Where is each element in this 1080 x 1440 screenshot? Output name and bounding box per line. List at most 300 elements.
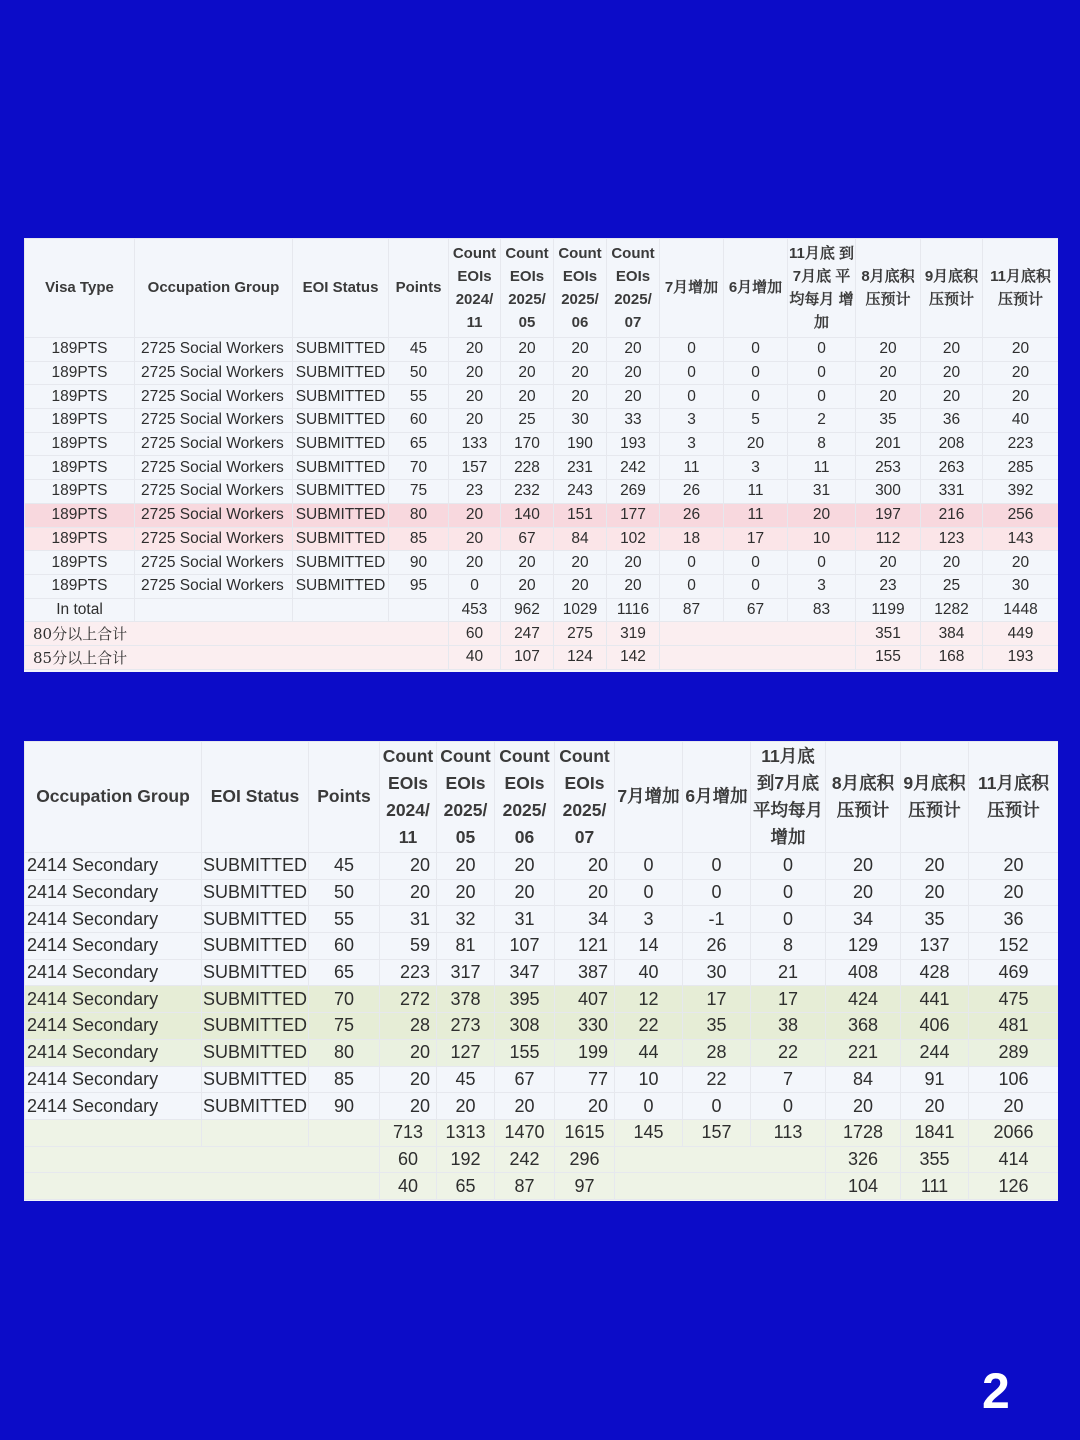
table-cell: 3 <box>724 456 788 480</box>
table-cell: 80 <box>389 503 449 527</box>
table-cell: SUBMITTED <box>202 853 309 880</box>
table-cell: 36 <box>921 409 983 433</box>
table-cell: 0 <box>724 551 788 575</box>
table-cell: 2725 Social Workers <box>135 432 293 456</box>
table-cell: 273 <box>437 1013 495 1040</box>
table-cell: 0 <box>683 879 751 906</box>
table-cell: 80 <box>309 1039 380 1066</box>
table-cell: 189PTS <box>25 480 135 504</box>
sum80-row <box>25 622 1059 646</box>
table-cell: 151 <box>554 503 607 527</box>
social-workers-table-panel <box>24 238 1058 672</box>
table-cell: 406 <box>901 1013 969 1040</box>
table-cell: 253 <box>856 456 921 480</box>
table-cell: SUBMITTED <box>202 959 309 986</box>
header-points: Points <box>389 239 449 338</box>
table-cell: 189PTS <box>25 551 135 575</box>
table-cell: 20 <box>555 1093 615 1120</box>
table-cell: 20 <box>449 551 501 575</box>
table-cell: 142 <box>607 645 660 669</box>
table-cell: 10 <box>788 527 856 551</box>
table-cell: 2414 Secondary <box>25 1013 202 1040</box>
table-cell: 256 <box>983 503 1059 527</box>
table-cell: 20 <box>554 361 607 385</box>
table-cell: 2 <box>788 409 856 433</box>
secondary-eoi-table <box>24 741 1058 1200</box>
table-cell: 0 <box>788 338 856 362</box>
table-cell: 17 <box>724 527 788 551</box>
table-cell: 20 <box>437 853 495 880</box>
table-cell: 20 <box>495 853 555 880</box>
table-header-row <box>25 742 1059 853</box>
table-cell: 155 <box>856 645 921 669</box>
table-cell: 285 <box>983 456 1059 480</box>
table-cell: 133 <box>449 432 501 456</box>
table-cell: SUBMITTED <box>293 338 389 362</box>
table-cell: 392 <box>983 480 1059 504</box>
table-cell: 20 <box>501 385 554 409</box>
table-cell: 20 <box>437 879 495 906</box>
table-cell: 2414 Secondary <box>25 1039 202 1066</box>
table-cell: 2725 Social Workers <box>135 456 293 480</box>
table-cell: 20 <box>449 503 501 527</box>
table-row <box>25 933 1059 960</box>
table-cell: 275 <box>554 622 607 646</box>
table-cell: 20 <box>856 361 921 385</box>
header-nov-backlog: 11月底积 压预计 <box>983 239 1059 338</box>
table-cell: 20 <box>983 551 1059 575</box>
table-cell: 20 <box>501 574 554 598</box>
table-cell: 20 <box>554 551 607 575</box>
table-cell: 1841 <box>901 1119 969 1146</box>
table-cell: 216 <box>921 503 983 527</box>
header-count-2025-05: Count EOIs 2025/ 05 <box>501 239 554 338</box>
table-cell: 3 <box>660 409 724 433</box>
table-cell: 55 <box>309 906 380 933</box>
table-cell: 40 <box>615 959 683 986</box>
header-count-2025-07: Count EOIs 2025/ 07 <box>555 742 615 853</box>
table-cell: 0 <box>724 338 788 362</box>
table-cell: 2725 Social Workers <box>135 574 293 598</box>
table-cell: 189PTS <box>25 432 135 456</box>
table-cell: SUBMITTED <box>202 933 309 960</box>
empty-cell <box>615 1146 826 1173</box>
table-cell: 20 <box>921 361 983 385</box>
table-cell: 59 <box>380 933 437 960</box>
table-cell: 414 <box>969 1146 1059 1173</box>
table-cell: SUBMITTED <box>202 879 309 906</box>
table-cell: 424 <box>826 986 901 1013</box>
table-cell: 296 <box>555 1146 615 1173</box>
table-row <box>25 551 1059 575</box>
table-cell: 2725 Social Workers <box>135 361 293 385</box>
table-cell: 289 <box>969 1039 1059 1066</box>
table-row <box>25 527 1059 551</box>
table-cell: 428 <box>901 959 969 986</box>
sum85-row <box>25 645 1059 669</box>
header-june-increase: 6月增加 <box>683 742 751 853</box>
table-cell: 475 <box>969 986 1059 1013</box>
table-cell: 0 <box>788 551 856 575</box>
table-cell: 20 <box>607 385 660 409</box>
table-cell: 20 <box>724 432 788 456</box>
table-row <box>25 1066 1059 1093</box>
table-cell: 20 <box>826 853 901 880</box>
table-cell: 269 <box>607 480 660 504</box>
table-cell: 1313 <box>437 1119 495 1146</box>
table-cell: 0 <box>724 361 788 385</box>
table-cell: 0 <box>683 853 751 880</box>
table-cell: 2725 Social Workers <box>135 503 293 527</box>
table-row <box>25 1013 1059 1040</box>
table-cell: 189PTS <box>25 456 135 480</box>
table-cell: 1029 <box>554 598 607 622</box>
table-cell: 20 <box>901 879 969 906</box>
table-cell: 113 <box>751 1119 826 1146</box>
table-cell: 35 <box>856 409 921 433</box>
table-cell: 20 <box>554 574 607 598</box>
table-cell: 189PTS <box>25 503 135 527</box>
table-cell: SUBMITTED <box>202 1013 309 1040</box>
header-aug-backlog: 8月底积 压预计 <box>826 742 901 853</box>
table-cell: 112 <box>856 527 921 551</box>
table-cell: 20 <box>983 338 1059 362</box>
table-cell: 2725 Social Workers <box>135 527 293 551</box>
table-cell: 107 <box>495 933 555 960</box>
table-cell: 50 <box>309 879 380 906</box>
table-cell: SUBMITTED <box>202 1093 309 1120</box>
header-visa-type: Visa Type <box>25 239 135 338</box>
summary-label: 80分以上合计 <box>25 622 449 646</box>
table-cell: 36 <box>969 906 1059 933</box>
table-cell: 157 <box>449 456 501 480</box>
table-cell: 20 <box>788 503 856 527</box>
table-cell: 368 <box>826 1013 901 1040</box>
table-cell: 20 <box>856 551 921 575</box>
table-cell: 77 <box>555 1066 615 1093</box>
table-cell: 20 <box>921 551 983 575</box>
table-cell: 441 <box>901 986 969 1013</box>
table-cell: 189PTS <box>25 574 135 598</box>
table-cell: 60 <box>449 622 501 646</box>
table-cell: 20 <box>826 1093 901 1120</box>
table-cell: 20 <box>901 1093 969 1120</box>
table-cell: 20 <box>983 385 1059 409</box>
table-cell: 34 <box>826 906 901 933</box>
table-row <box>25 879 1059 906</box>
table-cell: 221 <box>826 1039 901 1066</box>
table-cell: 34 <box>555 906 615 933</box>
table-cell: SUBMITTED <box>202 1039 309 1066</box>
table-cell <box>309 1119 380 1146</box>
table-cell: SUBMITTED <box>293 574 389 598</box>
table-cell: 91 <box>901 1066 969 1093</box>
table-cell: 272 <box>380 986 437 1013</box>
table-cell: 157 <box>683 1119 751 1146</box>
table-cell: 20 <box>607 361 660 385</box>
table-cell: SUBMITTED <box>293 456 389 480</box>
table-cell: 22 <box>751 1039 826 1066</box>
table-cell: 21 <box>751 959 826 986</box>
table-cell: 123 <box>921 527 983 551</box>
header-sep-backlog: 9月底积 压预计 <box>901 742 969 853</box>
table-cell: 81 <box>437 933 495 960</box>
table-cell: 8 <box>751 933 826 960</box>
secondary-teachers-table-panel <box>24 741 1058 1201</box>
table-cell: 102 <box>607 527 660 551</box>
table-cell: 2414 Secondary <box>25 879 202 906</box>
table-cell: 242 <box>495 1146 555 1173</box>
table-cell: 308 <box>495 1013 555 1040</box>
header-count-2025-05: Count EOIs 2025/ 05 <box>437 742 495 853</box>
table-cell: 11 <box>788 456 856 480</box>
table-cell: 107 <box>501 645 554 669</box>
table-cell: 2725 Social Workers <box>135 338 293 362</box>
table-cell: 11 <box>724 480 788 504</box>
table-cell: 199 <box>555 1039 615 1066</box>
table-cell: 20 <box>921 385 983 409</box>
empty-cell <box>25 1173 380 1200</box>
table-cell: 0 <box>660 551 724 575</box>
table-cell: SUBMITTED <box>293 480 389 504</box>
table-cell: 201 <box>856 432 921 456</box>
table-cell: 0 <box>660 385 724 409</box>
table-cell: 30 <box>983 574 1059 598</box>
table-cell: 331 <box>921 480 983 504</box>
table-cell: 75 <box>309 1013 380 1040</box>
table-cell: 2725 Social Workers <box>135 480 293 504</box>
table-cell: 231 <box>554 456 607 480</box>
table-cell: 104 <box>826 1173 901 1200</box>
table-cell: 1728 <box>826 1119 901 1146</box>
header-count-2025-06: Count EOIs 2025/ 06 <box>495 742 555 853</box>
table-cell: 111 <box>901 1173 969 1200</box>
table-cell: 67 <box>495 1066 555 1093</box>
table-cell: 75 <box>389 480 449 504</box>
page-number: 2 <box>982 1363 1010 1419</box>
table-cell: 45 <box>437 1066 495 1093</box>
table-cell: 35 <box>683 1013 751 1040</box>
empty-cell <box>25 1146 380 1173</box>
table-cell: 20 <box>969 879 1059 906</box>
table-cell: 20 <box>555 879 615 906</box>
table-cell: 453 <box>449 598 501 622</box>
table-cell: 45 <box>309 853 380 880</box>
table-cell: 152 <box>969 933 1059 960</box>
table-cell: 20 <box>554 338 607 362</box>
table-cell: 244 <box>901 1039 969 1066</box>
table-cell: 121 <box>555 933 615 960</box>
table-cell: 1615 <box>555 1119 615 1146</box>
table-cell: 20 <box>607 338 660 362</box>
table-cell: 2414 Secondary <box>25 1093 202 1120</box>
table-cell: 155 <box>495 1039 555 1066</box>
table-cell: 378 <box>437 986 495 1013</box>
header-count-2024-11: Count EOIs 2024/ 11 <box>380 742 437 853</box>
header-eoi-status: EOI Status <box>293 239 389 338</box>
table-cell: 25 <box>501 409 554 433</box>
table-cell: 87 <box>660 598 724 622</box>
table-cell: 25 <box>921 574 983 598</box>
table-cell: 84 <box>826 1066 901 1093</box>
table-cell: SUBMITTED <box>293 385 389 409</box>
table-cell: 33 <box>607 409 660 433</box>
table-cell: 20 <box>449 338 501 362</box>
table-cell: 90 <box>309 1093 380 1120</box>
table-cell: 1282 <box>921 598 983 622</box>
header-sep-backlog: 9月底积 压预计 <box>921 239 983 338</box>
table-cell: SUBMITTED <box>202 1066 309 1093</box>
table-cell: 1470 <box>495 1119 555 1146</box>
table-cell: 2414 Secondary <box>25 853 202 880</box>
table-cell: 355 <box>901 1146 969 1173</box>
table-cell: 20 <box>501 338 554 362</box>
table-cell: 0 <box>751 1093 826 1120</box>
table-cell: 2725 Social Workers <box>135 551 293 575</box>
table-cell: 11 <box>660 456 724 480</box>
table-row <box>25 906 1059 933</box>
table-cell: 0 <box>751 853 826 880</box>
table-cell: 189PTS <box>25 361 135 385</box>
table-cell: 2414 Secondary <box>25 933 202 960</box>
table-cell: 0 <box>724 385 788 409</box>
table-cell: 85 <box>389 527 449 551</box>
table-cell: 126 <box>969 1173 1059 1200</box>
table-cell: 10 <box>615 1066 683 1093</box>
table-cell: 0 <box>751 879 826 906</box>
table-cell: 28 <box>683 1039 751 1066</box>
table-cell: 26 <box>660 480 724 504</box>
total-row <box>25 598 1059 622</box>
table-cell: 189PTS <box>25 385 135 409</box>
table-cell: 0 <box>660 338 724 362</box>
table-cell: 407 <box>555 986 615 1013</box>
table-cell: 0 <box>788 361 856 385</box>
table-cell: 70 <box>389 456 449 480</box>
table-cell: SUBMITTED <box>293 503 389 527</box>
table-cell: 189PTS <box>25 527 135 551</box>
table-cell: 189PTS <box>25 409 135 433</box>
empty-cell <box>660 622 856 646</box>
table-cell: 20 <box>437 1093 495 1120</box>
total-row <box>25 1119 1059 1146</box>
empty-cell <box>615 1173 826 1200</box>
table-cell: 347 <box>495 959 555 986</box>
table-cell: 44 <box>615 1039 683 1066</box>
table-cell: 30 <box>554 409 607 433</box>
table-cell: 50 <box>389 361 449 385</box>
header-points: Points <box>309 742 380 853</box>
table-cell: 1116 <box>607 598 660 622</box>
header-july-increase: 7月增加 <box>615 742 683 853</box>
table-cell: 97 <box>555 1173 615 1200</box>
table-row <box>25 456 1059 480</box>
table-cell: 20 <box>495 1093 555 1120</box>
table-cell: 45 <box>389 338 449 362</box>
table-cell: 40 <box>449 645 501 669</box>
table-cell: 0 <box>660 361 724 385</box>
table-row <box>25 409 1059 433</box>
table-cell: 384 <box>921 622 983 646</box>
table-cell: 38 <box>751 1013 826 1040</box>
table-cell: 2414 Secondary <box>25 986 202 1013</box>
table-cell: 26 <box>683 933 751 960</box>
table-cell: 85 <box>309 1066 380 1093</box>
table-cell: 351 <box>856 622 921 646</box>
summary-label: 85分以上合计 <box>25 645 449 669</box>
table-cell: 247 <box>501 622 554 646</box>
table-cell: 124 <box>554 645 607 669</box>
table-cell: 20 <box>607 551 660 575</box>
table-cell: 3 <box>660 432 724 456</box>
table-cell: 28 <box>380 1013 437 1040</box>
table-cell: 0 <box>615 1093 683 1120</box>
table-cell: SUBMITTED <box>293 409 389 433</box>
table-cell: 208 <box>921 432 983 456</box>
table-cell: 18 <box>660 527 724 551</box>
table-cell: 31 <box>788 480 856 504</box>
table-cell: SUBMITTED <box>293 432 389 456</box>
table-cell: 20 <box>983 361 1059 385</box>
table-cell: 106 <box>969 1066 1059 1093</box>
header-occupation-group: Occupation Group <box>135 239 293 338</box>
table-cell: 232 <box>501 480 554 504</box>
table-cell: 481 <box>969 1013 1059 1040</box>
table-cell: 20 <box>449 409 501 433</box>
table-cell: SUBMITTED <box>202 906 309 933</box>
table-cell: 60 <box>309 933 380 960</box>
table-cell <box>293 598 389 622</box>
table-row <box>25 1093 1059 1120</box>
table-cell: 319 <box>607 622 660 646</box>
table-cell: 2725 Social Workers <box>135 385 293 409</box>
table-cell: 20 <box>380 1039 437 1066</box>
header-count-2025-06: Count EOIs 2025/ 06 <box>554 239 607 338</box>
table-cell: 0 <box>660 574 724 598</box>
header-july-increase: 7月增加 <box>660 239 724 338</box>
header-occupation-group: Occupation Group <box>25 742 202 853</box>
table-cell: 1448 <box>983 598 1059 622</box>
table-cell <box>25 1119 202 1146</box>
header-avg-monthly-increase: 11月底 到7月底 平均每月 增加 <box>788 239 856 338</box>
table-cell: 0 <box>724 574 788 598</box>
table-cell: 20 <box>380 879 437 906</box>
table-cell: 17 <box>751 986 826 1013</box>
table-cell: 395 <box>495 986 555 1013</box>
table-cell: 20 <box>969 853 1059 880</box>
table-cell: 11 <box>724 503 788 527</box>
table-cell: 20 <box>969 1093 1059 1120</box>
table-cell: 3 <box>615 906 683 933</box>
table-cell: 70 <box>309 986 380 1013</box>
table-cell: 2414 Secondary <box>25 959 202 986</box>
table-cell: 20 <box>901 853 969 880</box>
table-cell: 0 <box>449 574 501 598</box>
table-cell: 145 <box>615 1119 683 1146</box>
table-cell: -1 <box>683 906 751 933</box>
table-cell: 31 <box>495 906 555 933</box>
table-row <box>25 480 1059 504</box>
table-cell: 243 <box>554 480 607 504</box>
table-cell <box>135 598 293 622</box>
table-cell: 90 <box>389 551 449 575</box>
table-cell: 1199 <box>856 598 921 622</box>
header-count-2024-11: Count EOIs 2024/ 11 <box>449 239 501 338</box>
table-cell: 8 <box>788 432 856 456</box>
header-count-2025-07: Count EOIs 2025/ 07 <box>607 239 660 338</box>
table-row <box>25 959 1059 986</box>
table-cell: 0 <box>615 879 683 906</box>
